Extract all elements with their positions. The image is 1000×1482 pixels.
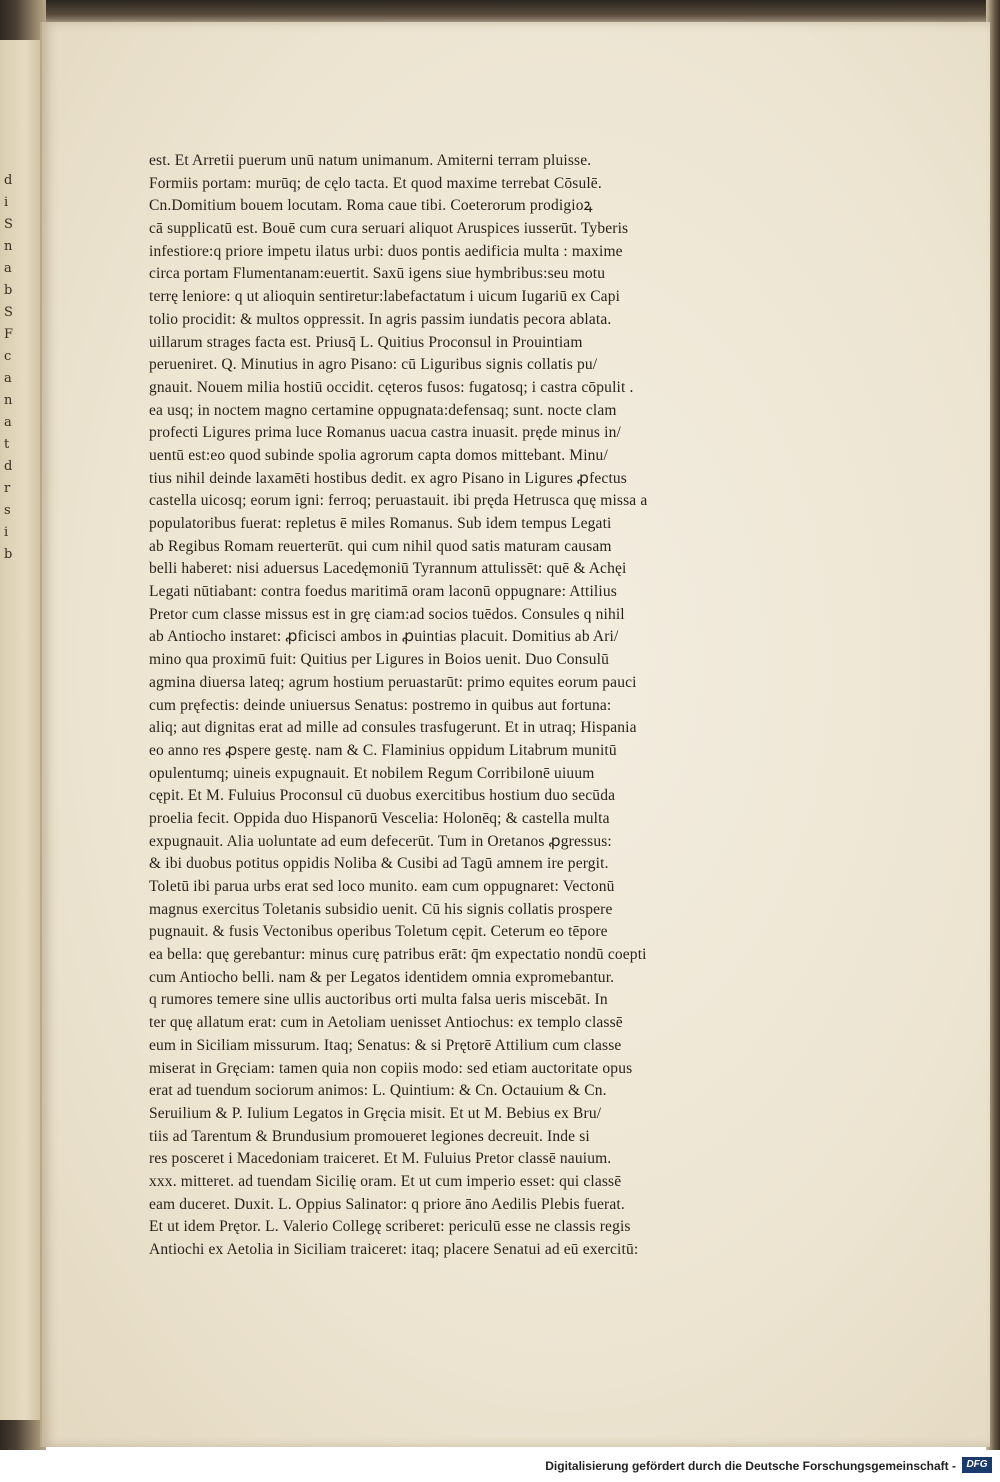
- text-line: opulentumq; uineis expugnauit. Et nobilem Regum Corribilonē uiuum: [149, 764, 595, 782]
- text-line: cum pręfectis: deinde uniuersus Senatus: postremo in quibus aut fortuna:: [149, 696, 612, 714]
- text-line: res posceret i Macedoniam traiceret. Et M. Fuluius Pretor classē nauium.: [149, 1150, 612, 1168]
- text-line: eum in Siciliam missurum. Itaq; Senatus: & si Prętorē Attilium cum classe: [149, 1036, 622, 1054]
- text-line: belli haberet: nisi aduersus Lacedęmoniū Tyrannum attulissēt: quē & Achęi: [149, 560, 627, 578]
- text-line: Cn.Domitium bouem locutam. Roma caue tibi. Coeterorum prodigioꝝ: [149, 197, 593, 215]
- text-line: proelia fecit. Oppida duo Hispanorū Vescelia: Holonēq; & castella multa: [149, 809, 610, 827]
- text-line: Pretor cum classe missus est in grę ciam:ad socios tuēdos. Consules q nihil: [149, 605, 625, 623]
- text-line: infestiore:q priore impetu ilatus urbi: duos pontis aedificia multa : maxime: [149, 242, 623, 260]
- manuscript-page: [40, 22, 990, 1447]
- text-line: profecti Ligures prima luce Romanus uacua castra inuasit. pręde minus in/: [149, 424, 621, 442]
- previous-page-fragment: d i S n a b S F c a n a t d r s i b: [4, 173, 15, 562]
- text-line: expugnauit. Alia uoluntate ad eum defecerūt. Tum in Oretanos ꝓgressus:: [149, 832, 612, 850]
- text-line: ab Regibus Romam reuerterūt. qui cum nihil quod satis maturam causam: [149, 537, 612, 555]
- text-line: aliq; aut dignitas erat ad mille ad consules trasfugerunt. Et in utraq; Hispania: [149, 719, 637, 737]
- text-line: ea usq; in noctem magno certamine oppugnata:defensaq; sunt. nocte clam: [149, 401, 617, 419]
- text-line: cępit. Et M. Fuluius Proconsul cū duobus exercitibus hostium duo secūda: [149, 787, 616, 805]
- text-line: perueniret. Q. Minutius in agro Pisano: cū Liguribus signis collatis pu/: [149, 356, 598, 374]
- text-line: terrę leniore: q ut alioquin sentiretur:labefactatum i uicum Iugariū ex Capi: [149, 288, 621, 306]
- text-line: ea bella: quę gerebantur: minus curę patribus erāt: q̄m expectatio nondū coepti: [149, 946, 647, 964]
- text-line: cā supplicatū est. Bouē cum cura seruari aliquot Aruspices iusserūt. Tyberis: [149, 220, 629, 238]
- text-line: Toletū ibi parua urbs erat sed loco munito. eam cum oppugnaret: Vectonū: [149, 878, 615, 895]
- text-line: Antiochi ex Aetolia in Siciliam traiceret: itaq; placere Senatui ad eū exercitū:: [149, 1241, 639, 1258]
- text-line: tolio procidit: & multos oppressit. In agris passim iundatis pecora ablata.: [149, 310, 612, 328]
- text-line: Legati nūtiabant: contra foedus maritimā oram laconū oppugnare: Attilius: [149, 583, 617, 601]
- text-line: uillarum strages facta est. Priusq̄ L. Quitius Proconsul in Prouintiam: [149, 333, 583, 351]
- text-line: magnus exercitus Toletanis subsidio uenit. Cū his signis collatis prospere: [149, 900, 613, 918]
- text-line: erat ad tuendum sociorum animos: L. Quintium: & Cn. Octauium & Cn.: [149, 1082, 607, 1100]
- text-line: eam duceret. Duxit. L. Oppius Salinator: q priore āno Aedilis Plebis fuerat.: [149, 1195, 625, 1213]
- text-line: agmina diuersa lateq; agrum hostium peruastarūt: primo equites eorum pauci: [149, 673, 637, 691]
- page-text-block: [149, 150, 709, 1262]
- text-line: est. Et Arretii puerum unū natum unimanum. Amiterni terram pluisse.: [149, 152, 592, 169]
- text-line: miserat in Gręciam: tamen quia non copiis modo: sed etiam auctoritate opus: [149, 1059, 633, 1077]
- text-line: & ibi duobus potitus oppidis Noliba & Cusibi ad Tagū amnem ire pergit.: [149, 855, 609, 873]
- text-line: Formiis portam: murūq; de cęlo tacta. Et quod maxime terrebat Cōsulē.: [149, 174, 602, 192]
- text-line: ab Antiocho instaret: ꝓficisci ambos in ꝓuintias placuit. Domitius ab Ari/: [149, 628, 619, 646]
- dfg-logo: DFG: [962, 1457, 992, 1473]
- text-line: populatoribus fuerat: repletus ē miles Romanus. Sub idem tempus Legati: [149, 515, 612, 532]
- text-line: circa portam Flumentanam:euertit. Saxū igens siue hymbribus:seu motu: [149, 265, 606, 283]
- text-line: Et ut idem Prętor. L. Valerio Collegę scriberet: periculū esse ne classis regis: [149, 1218, 631, 1236]
- text-line: cum Antiocho belli. nam & per Legatos identidem omnia expromebantur.: [149, 968, 615, 986]
- text-line: mino qua proximū fuit: Quitius per Ligures in Boios uenit. Duo Consulū: [149, 651, 609, 669]
- text-line: tius nihil deinde laxamēti hostibus dedit. ex agro Pisano in Ligures ꝓfectus: [149, 469, 627, 487]
- text-line: eo anno res ꝓspere gestę. nam & C. Flaminius oppidum Litabrum munitū: [149, 741, 617, 759]
- funding-notice: Digitalisierung gefördert durch die Deutsche Forschungsgemeinschaft -: [545, 1459, 956, 1473]
- text-line: ter quę allatum erat: cum in Aetoliam uenisset Antiochus: ex templo classē: [149, 1014, 623, 1032]
- text-line: Seruilium & P. Iulium Legatos in Gręcia misit. Et ut M. Bebius ex Bru/: [149, 1104, 602, 1122]
- text-line: q rumores temere sine ullis auctoribus orti multa falsa ueris miscebāt. In: [149, 991, 608, 1009]
- text-line: uentū est:eo quod subinde spolia agrorum capta domos mittebant. Minu/: [149, 446, 608, 464]
- footer-bar: [0, 1450, 1000, 1482]
- text-line: xxx. mitteret. ad tuendam Sicilię oram. Et ut cum imperio esset: qui classē: [149, 1172, 622, 1190]
- text-line: tiis ad Tarentum & Brundusium promoueret legiones decreuit. Inde si: [149, 1127, 590, 1145]
- text-line: pugnauit. & fusis Vectonibus operibus Toletum cępit. Ceterum eo tēpore: [149, 923, 608, 941]
- text-line: castella uicosq; eorum igni: ferroq; peruastauit. ibi pręda Hetrusca quę missa a: [149, 492, 648, 510]
- previous-page-edge: [0, 40, 43, 1420]
- text-line: gnauit. Nouem milia hostiū occidit. cęteros fusos: fugatosq; i castra cōpulit .: [149, 378, 634, 396]
